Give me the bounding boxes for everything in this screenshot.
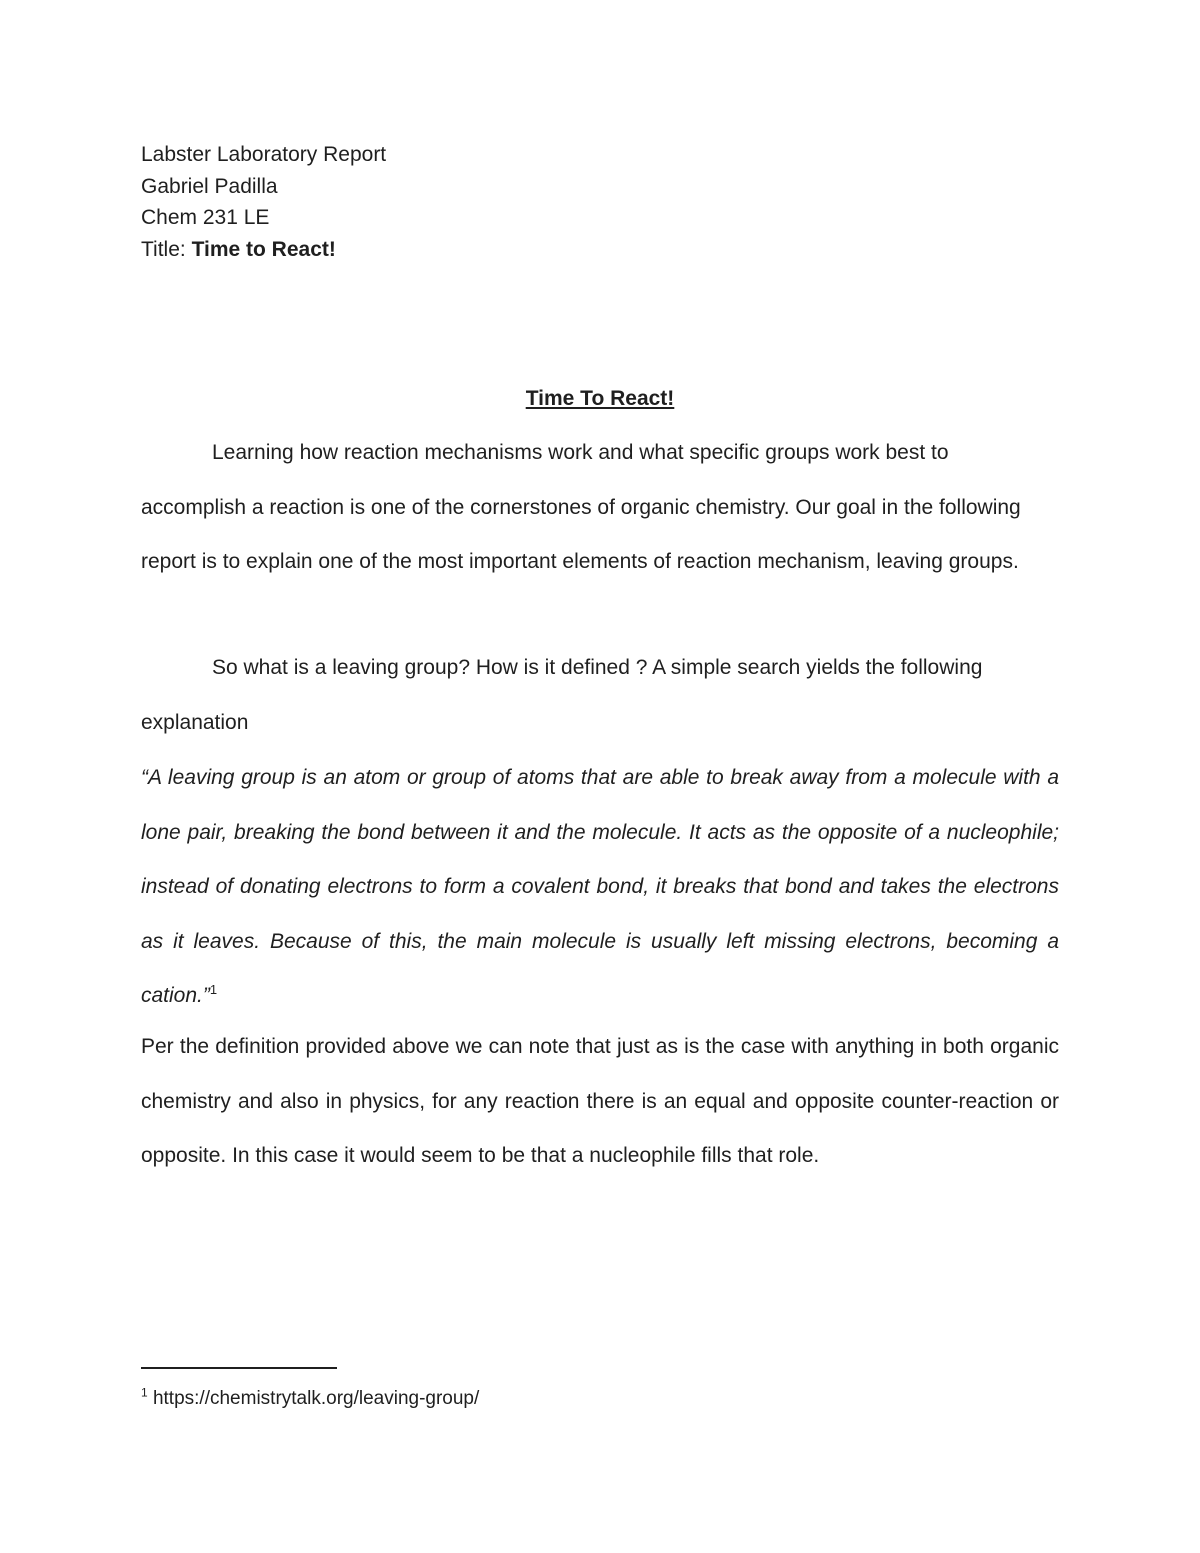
footnote-reference: 1 bbox=[209, 982, 218, 997]
title-value: Time to React! bbox=[191, 237, 336, 261]
report-type-line: Labster Laboratory Report bbox=[141, 143, 387, 166]
definition-quote-paragraph bbox=[141, 751, 1059, 1024]
paragraph-question bbox=[141, 641, 1059, 750]
title-label: Title: bbox=[141, 237, 192, 261]
definition-quote bbox=[141, 751, 1059, 1024]
course-code: Chem 231 LE bbox=[141, 206, 270, 229]
paragraph-question-text: So what is a leaving group? How is it defined ? A simple search yields the following explanation bbox=[141, 656, 983, 734]
definition-quote-text: “A leaving group is an atom or group of atoms that are able to break away from a molecule with a lone pair, breaking the bond between it and the molecule. It acts as the opposite of a nucleophile; instead of donating electrons to form a covalent bond, it breaks that bond and takes the electrons as it leaves. Because of this, the main molecule is usually left missing electrons, becoming a cation.” bbox=[141, 766, 1059, 1007]
paragraph-intro-text: Learning how reaction mechanisms work and what specific groups work best to accomplish a reaction is one of the cornerstones of organic chemistry. Our goal in the following report is to explain one of the most important elements of reaction mechanism, leaving groups. bbox=[141, 441, 1021, 573]
paragraph-analysis bbox=[141, 1020, 1059, 1184]
footnote-marker: 1 bbox=[141, 1385, 148, 1400]
title-line bbox=[141, 234, 386, 266]
footnote-link-text: https://chemistrytalk.org/leaving-group/ bbox=[147, 1388, 480, 1409]
paragraph-intro bbox=[141, 426, 1059, 590]
footnote bbox=[141, 1386, 479, 1412]
document-title: Time To React! bbox=[525, 387, 675, 410]
report-header bbox=[141, 139, 386, 265]
author-name: Gabriel Padilla bbox=[141, 174, 278, 198]
paragraph-analysis-text: Per the definition provided above we can note that just as is the case with anything in both organic chemistry and also in physics, for any reaction there is an equal and opposite counter-reaction or opposite. In this case it would seem to be that a nucleophile fills that role. bbox=[141, 1035, 1059, 1167]
footnote-divider bbox=[141, 1367, 337, 1369]
